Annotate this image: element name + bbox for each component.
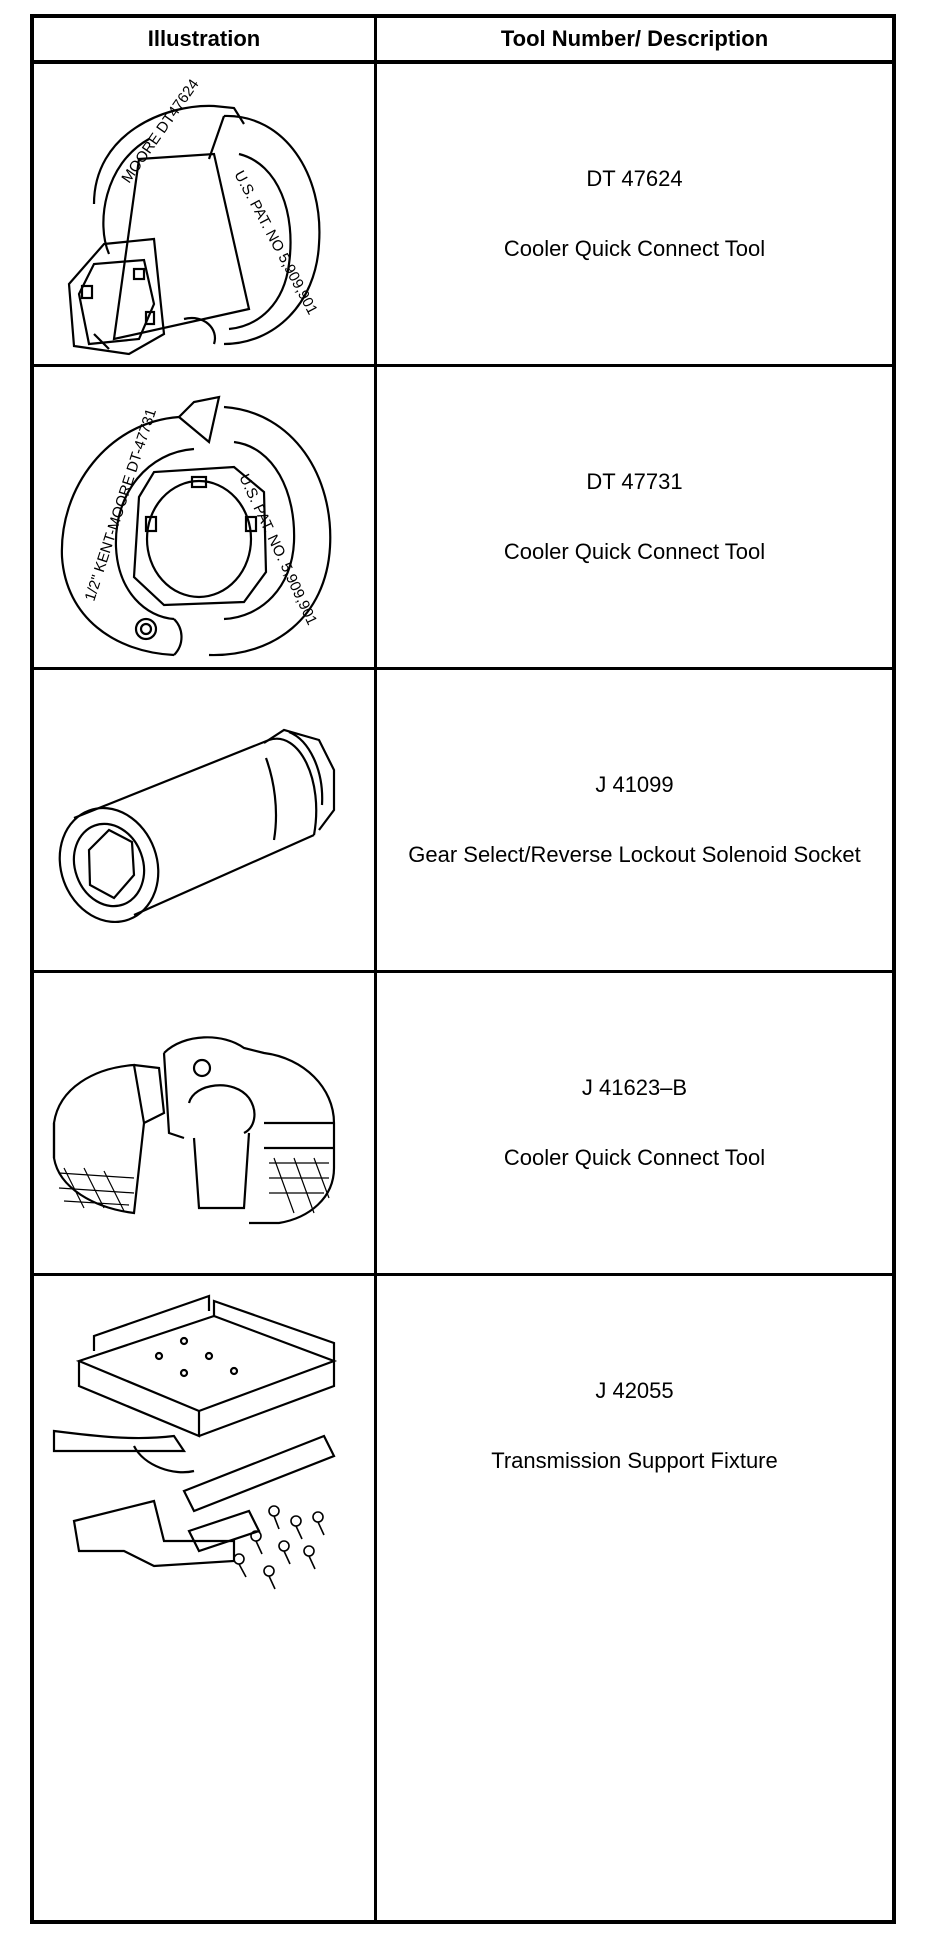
solenoid-socket-drawing bbox=[34, 670, 374, 970]
tool-description-cell bbox=[377, 1276, 892, 1576]
engraving-text: 1/2" KENT-MOORE DT-47731 bbox=[81, 406, 160, 604]
table-row bbox=[34, 670, 892, 973]
tool-number: DT 47624 bbox=[586, 166, 683, 191]
table-row bbox=[34, 367, 892, 670]
engraving-text: U.S. PAT. NO 5,909,901 bbox=[230, 167, 321, 318]
table-row bbox=[34, 973, 892, 1276]
quick-connect-tool-drawing bbox=[34, 64, 374, 364]
tool-description: Gear Select/Reverse Lockout Solenoid Socket bbox=[408, 842, 861, 867]
tool-number: J 41099 bbox=[595, 772, 674, 797]
tool-description: Transmission Support Fixture bbox=[491, 1448, 778, 1473]
special-tools-table bbox=[30, 14, 896, 1924]
quick-connect-ring-drawing bbox=[34, 367, 374, 667]
header-tool-description: Tool Number/ Description bbox=[500, 26, 769, 51]
support-fixture-drawing bbox=[34, 1276, 374, 1921]
tool-description: Cooler Quick Connect Tool bbox=[503, 1145, 766, 1170]
tool-number: J 41623–B bbox=[581, 1075, 688, 1100]
engraving-text: MOORE DT47624 bbox=[118, 76, 203, 187]
table-row bbox=[34, 64, 892, 367]
table-header bbox=[34, 18, 892, 64]
tool-description: Cooler Quick Connect Tool bbox=[503, 539, 766, 564]
split-collar-tool-drawing bbox=[34, 973, 374, 1273]
header-illustration: Illustration bbox=[147, 26, 261, 51]
tool-description-cell bbox=[377, 670, 892, 970]
tool-description-cell bbox=[377, 367, 892, 667]
table-row bbox=[34, 1276, 892, 1921]
tool-description-cell bbox=[377, 64, 892, 364]
tool-description: Cooler Quick Connect Tool bbox=[503, 236, 766, 261]
tool-number: J 42055 bbox=[595, 1378, 674, 1403]
engraving-text: U.S. PAT. NO. 5,909,901 bbox=[235, 471, 321, 628]
tool-description-cell bbox=[377, 973, 892, 1273]
tool-number: DT 47731 bbox=[586, 469, 683, 494]
